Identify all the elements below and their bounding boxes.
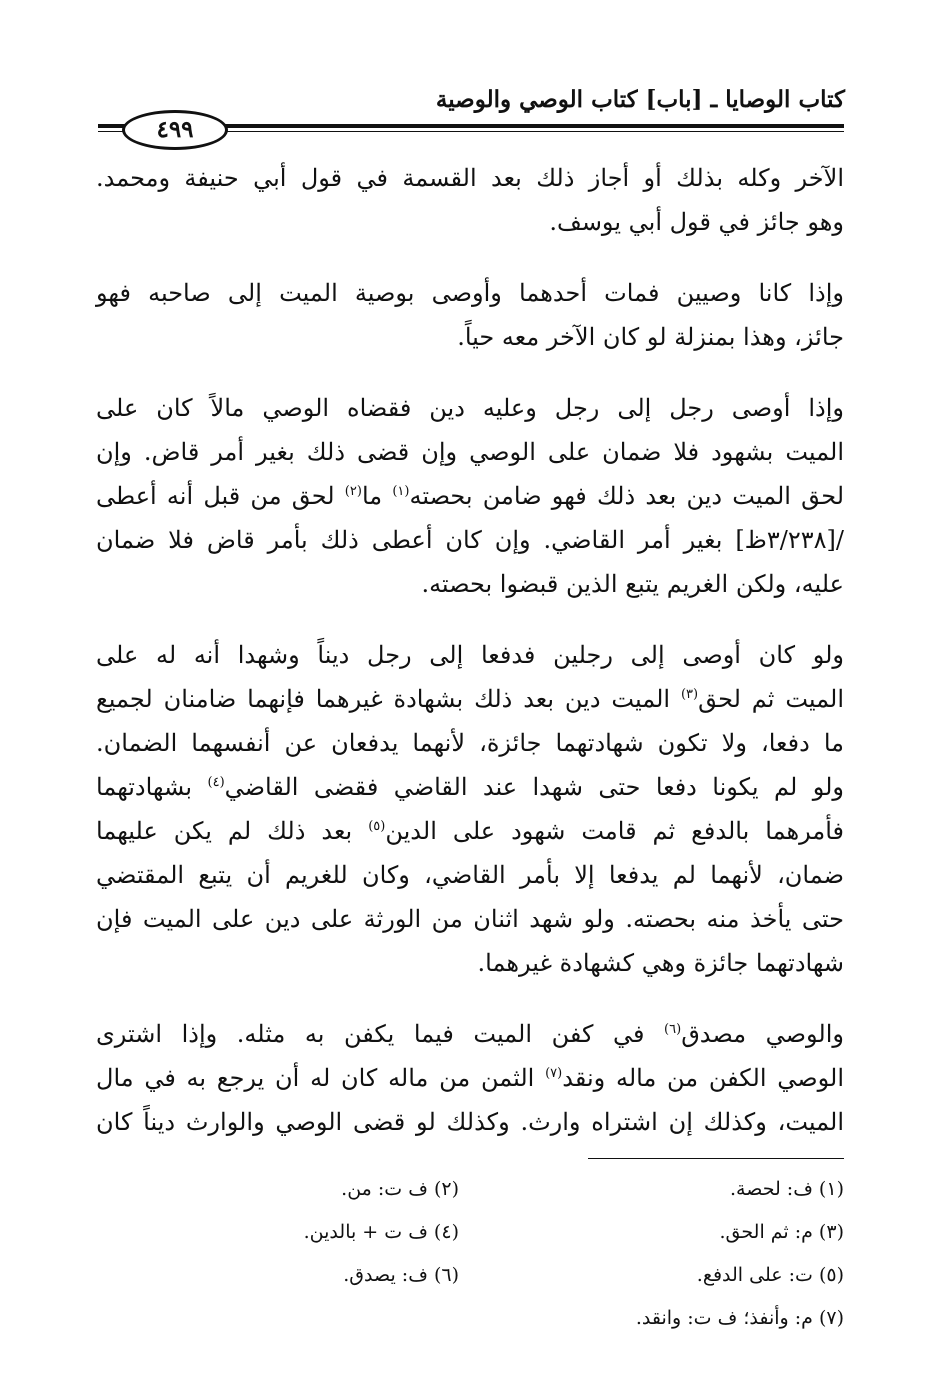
footnote-1: (١) ف: لحصة. — [730, 1178, 844, 1200]
text-line — [96, 765, 844, 809]
text-run: في كفن الميت فيما يكفن به مثله. وإذا اشترى — [96, 1020, 665, 1048]
paragraph-gap — [96, 359, 844, 386]
footnote-rule — [588, 1158, 844, 1159]
text-line — [96, 1056, 844, 1100]
text-line: ولو كان أوصى إلى رجلين فدفعا إلى رجل ديناً وشهدا أنه له على — [96, 641, 844, 669]
text-line: /[٣/٢٣٨ظ] بغير أمر القاضي. وإن كان أعطى ذلك بأمر قاض فلا ضمان — [96, 526, 844, 554]
text-run: بشهادتهما — [96, 773, 208, 801]
text-line: شهادتهما جائزة وهي كشهادة غيرهما. — [477, 949, 844, 977]
text-line — [96, 474, 844, 518]
footnote-ref-6[interactable]: (٦) — [664, 1022, 682, 1037]
text-line: حتى يأخذ منه بحصته. ولو شهد اثنان من الورثة على دين على الميت فإن — [96, 905, 844, 933]
footnote-row — [96, 1211, 844, 1254]
footnote-4: (٤) ف ت + بالدين. — [303, 1221, 459, 1243]
text-line: الميت، وكذلك إن اشتراه وارث. وكذلك لو قضى الوصي والوارث ديناً كان — [96, 1108, 844, 1136]
paragraph-gap — [96, 244, 844, 271]
text-line: ما دفعا، ولا تكون شهادتهما جائزة، لأنهما يدفعان عن أنفسهما الضمان. — [96, 729, 844, 757]
text-run: ولو لم يكونا دفعا حتى شهدا عند القاضي فقضى القاضي — [224, 773, 844, 801]
text-run: الثمن من ماله كان له أن يرجع به في مال — [96, 1064, 546, 1092]
text-line — [96, 677, 844, 721]
footnote-7: (٧) م: وأنفذ؛ ف ت: وانقد. — [635, 1307, 844, 1329]
text-run: والوصي مصدق — [681, 1020, 844, 1048]
text-line: ضمان، لأنهما لم يدفعا إلا بأمر القاضي، وكان للغريم أن يتبع المقتضي — [96, 861, 845, 889]
footnote-ref-7[interactable]: (٧) — [545, 1066, 563, 1081]
page-number: ٤٩٩ — [122, 110, 228, 150]
text-run: الميت ثم لحق — [698, 685, 844, 713]
footnotes — [96, 1168, 844, 1340]
text-run: الوصي الكفن من ماله ونقد — [562, 1064, 845, 1092]
text-line: عليه، ولكن الغريم يتبع الذين قبضوا بحصته. — [421, 570, 844, 598]
text-run: الميت دين بعد ذلك بشهادة غيرهما فإنهما ضامنان لجميع — [96, 685, 681, 713]
text-line: وإذا كانا وصيين فمات أحدهما وأوصى بوصية الميت إلى صاحبه فهو — [96, 279, 844, 307]
text-line — [96, 809, 844, 853]
text-line: وإذا أوصى رجل إلى رجل وعليه دين فقضاه الوصي مالاً كان على — [96, 394, 844, 422]
text-line: وهو جائز في قول أبي يوسف. — [549, 208, 844, 236]
footnote-5: (٥) ت: على الدفع. — [696, 1264, 844, 1286]
text-run: فأمرهما بالدفع ثم قامت شهود على الدين — [385, 817, 845, 845]
footnote-6: (٦) ف: يصدق. — [343, 1264, 459, 1286]
footnote-3: (٣) م: ثم الحق. — [719, 1221, 844, 1243]
footnote-2: (٢) ف ت: من. — [341, 1178, 459, 1200]
paragraph-gap — [96, 606, 844, 633]
text-line: الميت بشهود فلا ضمان على الوصي وإن قضى ذلك بغير أمر قاض. وإن — [96, 438, 844, 466]
text-run: ما — [361, 482, 393, 510]
text-run: بعد ذلك لم يكن عليهما — [96, 817, 369, 845]
text-line — [96, 1012, 844, 1056]
footnote-ref-1[interactable]: (١) — [392, 484, 410, 499]
footnote-ref-2[interactable]: (٢) — [344, 484, 362, 499]
text-run: لحق من قبل أنه أعطى — [96, 482, 345, 510]
footnote-row — [96, 1254, 844, 1297]
running-title: كتاب الوصايا ـ [باب] كتاب الوصي والوصية — [435, 86, 845, 113]
footnote-row — [96, 1168, 844, 1211]
footnote-row — [96, 1297, 844, 1340]
footnote-ref-4[interactable]: (٤) — [207, 775, 225, 790]
text-line: جائز، وهذا بمنزلة لو كان الآخر معه حياً. — [457, 323, 844, 351]
footnote-ref-3[interactable]: (٣) — [680, 687, 699, 702]
body-text — [96, 156, 844, 1144]
text-line: الآخر وكله بذلك أو أجاز ذلك بعد القسمة في قول أبي حنيفة ومحمد. — [96, 164, 844, 192]
text-run: لحق الميت دين بعد ذلك فهو ضامن بحصته — [409, 482, 845, 510]
footnote-ref-5[interactable]: (٥) — [368, 819, 386, 834]
paragraph-gap — [96, 985, 844, 1012]
